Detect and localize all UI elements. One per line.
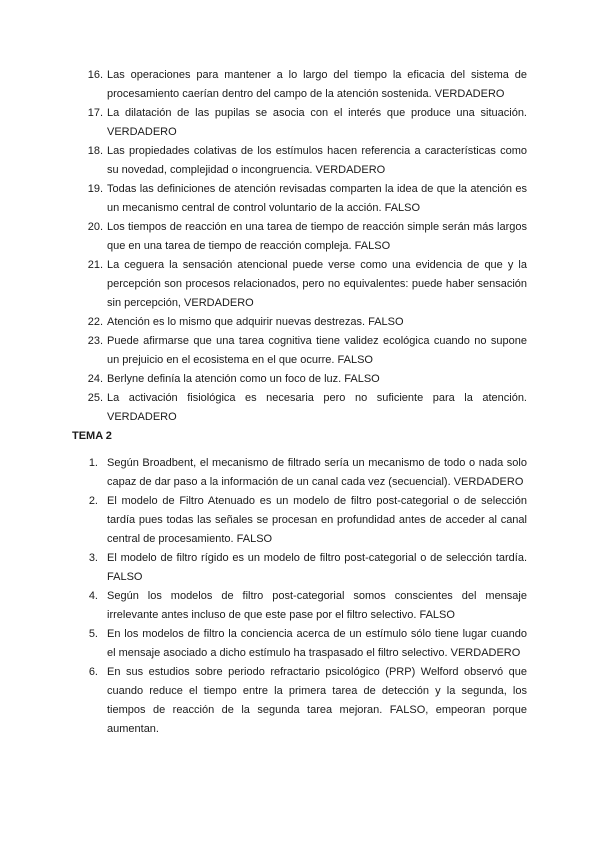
list-item <box>88 587 527 625</box>
list-item <box>87 389 527 427</box>
item-text: En sus estudios sobre periodo refractario psicológico (PRP) Welford observó que cuando reduce el tiempo entre la primera tarea de detección y la segunda, los tiempos de reacción de la segunda tarea mejoran. FALSO, empeoran porque aumentan. <box>107 666 527 735</box>
tema1-question-list <box>0 66 600 427</box>
list-item <box>87 180 527 218</box>
item-number: 24. <box>87 373 103 385</box>
list-item <box>87 332 527 370</box>
item-number: 1. <box>88 457 98 469</box>
item-number: 21. <box>87 259 103 271</box>
item-number: 17. <box>87 107 103 119</box>
item-text: Las operaciones para mantener a lo largo del tiempo la eficacia del sistema de procesamiento caerían dentro del campo de la atención sostenida. VERDADERO <box>107 69 527 100</box>
item-text: Las propiedades colativas de los estímulos hacen referencia a características como su novedad, complejidad o incongruencia. VERDADERO <box>107 145 527 176</box>
list-item <box>88 625 527 663</box>
item-text: La dilatación de las pupilas se asocia con el interés que produce una situación. VERDADERO <box>107 107 527 138</box>
item-number: 20. <box>87 221 103 233</box>
list-item <box>88 492 527 549</box>
list-item <box>87 104 527 142</box>
item-text: Puede afirmarse que una tarea cognitiva tiene validez ecológica cuando no supone un prejuicio en el ecosistema en el que ocurre. FALSO <box>107 335 527 366</box>
list-item <box>88 454 527 492</box>
item-number: 3. <box>88 552 98 564</box>
item-number: 23. <box>87 335 103 347</box>
list-item <box>87 256 527 313</box>
item-number: 18. <box>87 145 103 157</box>
list-item <box>87 218 527 256</box>
item-text: Berlyne definía la atención como un foco de luz. FALSO <box>107 373 380 385</box>
item-text: La activación fisiológica es necesaria pero no suficiente para la atención. VERDADERO <box>107 392 527 423</box>
item-text: Atención es lo mismo que adquirir nuevas destrezas. FALSO <box>107 316 404 328</box>
item-number: 2. <box>88 495 98 507</box>
item-number: 25. <box>87 392 103 404</box>
list-item <box>87 66 527 104</box>
list-item <box>87 313 527 332</box>
item-text: La ceguera la sensación atencional puede verse como una evidencia de que y la percepción son procesos relacionados, pero no equivalentes: puede haber sensación sin percepción, VERDADERO <box>107 259 527 309</box>
item-text: El modelo de filtro rígido es un modelo de filtro post-categorial o de selección tardía. FALSO <box>107 552 527 583</box>
tema2-question-list <box>0 454 600 739</box>
list-item <box>87 370 527 389</box>
item-number: 19. <box>87 183 103 195</box>
item-number: 22. <box>87 316 103 328</box>
item-text: Según los modelos de filtro post-categorial somos conscientes del mensaje irrelevante antes incluso de que este pase por el filtro selectivo. FALSO <box>107 590 527 621</box>
item-text: Según Broadbent, el mecanismo de filtrado sería un mecanismo de todo o nada solo capaz de dar paso a la información de un canal cada vez (secuencial). VERDADERO <box>107 457 527 488</box>
item-number: 5. <box>88 628 98 640</box>
list-item <box>88 549 527 587</box>
item-text: El modelo de Filtro Atenuado es un modelo de filtro post-categorial o de selección tardía pues todas las señales se procesan en profundidad antes de acceder al canal central de procesamiento. FALSO <box>107 495 527 545</box>
document-content <box>0 66 600 739</box>
item-number: 4. <box>88 590 98 602</box>
list-item <box>88 663 527 739</box>
section-title-tema2: TEMA 2 <box>72 430 112 442</box>
item-text: Los tiempos de reacción en una tarea de tiempo de reacción simple serán más largos que en una tarea de tiempo de reacción compleja. FALSO <box>107 221 527 252</box>
item-number: 16. <box>87 69 103 81</box>
list-item <box>87 142 527 180</box>
item-text: En los modelos de filtro la conciencia acerca de un estímulo sólo tiene lugar cuando el mensaje asociado a dicho estímulo ha traspasado el filtro selectivo. VERDADERO <box>107 628 527 659</box>
item-number: 6. <box>88 666 98 678</box>
item-text: Todas las definiciones de atención revisadas comparten la idea de que la atención es un mecanismo central de control voluntario de la acción. FALSO <box>107 183 527 214</box>
